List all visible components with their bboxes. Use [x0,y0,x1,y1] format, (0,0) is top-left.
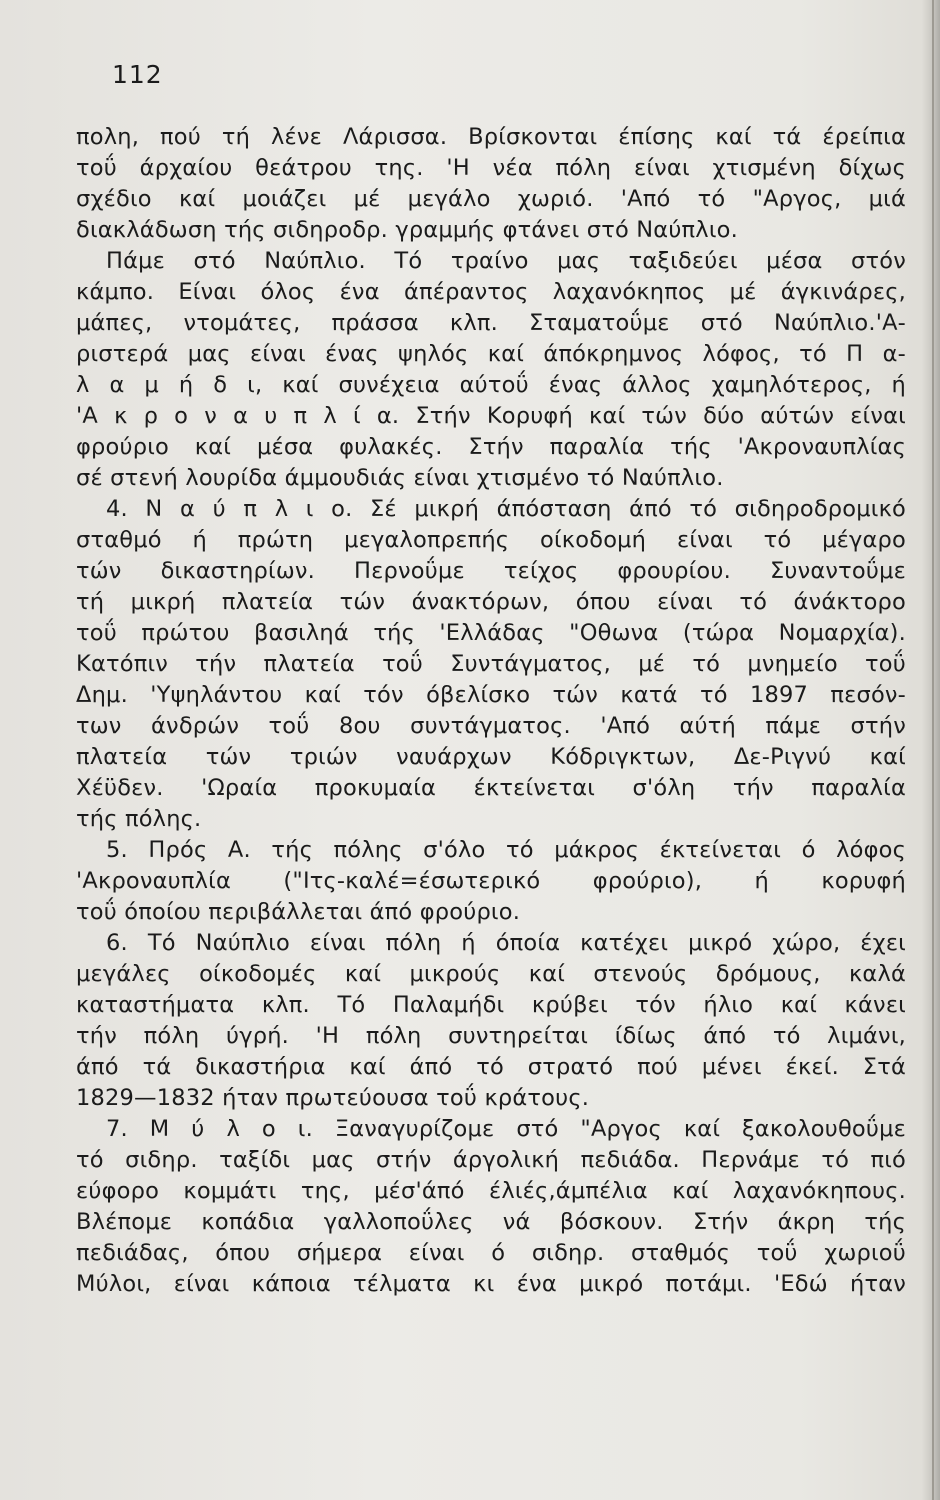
body-text [76,122,906,1300]
text-line: εύφορο κομμάτι της, μέσ'άπό έλιές,άμπέλια καί λαχανόκηπους. [76,1178,906,1204]
text-line: Πάμε στό Ναύπλιο. Τό τραίνο μας ταξιδεύει μέσα στόν [106,248,906,274]
page-edge-line [932,0,934,1500]
text-line: τής πόλης. [76,806,202,832]
text-line: Χέϋδεν. 'Ωραία προκυμαία έκτείνεται σ'όλη τήν παραλία [76,775,906,801]
text-line: τό σιδηρ. ταξίδι μας στήν άργολική πεδιάδα. Περνάμε τό πιό [76,1147,906,1173]
text-line: 'Α κ ρ ο ν α υ π λ ί α. Στήν Κορυφή καί τών δύο αύτών είναι [76,403,906,429]
text-line: Δημ. 'Υψηλάντου καί τόν όβελίσκο τών κατά τό 1897 πεσόν- [76,682,906,708]
text-line: πλατεία τών τριών ναυάρχων Κόδριγκτων, Δε-Ριγνύ καί [76,744,906,770]
text-line: διακλάδωση τής σιδηροδρ. γραμμής φτάνει στό Ναύπλιο. [76,217,738,243]
page-edge-shadow [922,0,940,1500]
text-line: Μύλοι, είναι κάποια τέλματα κι ένα μικρό ποτάμι. 'Εδώ ήταν [76,1271,906,1297]
text-line: κάμπο. Είναι όλος ένα άπέραντος λαχανόκηπος μέ άγκινάρες, [76,279,906,305]
text-line: 'Ακροναυπλία ("Ιτς-καλέ=έσωτερικό φρούριο), ή κορυφή [76,868,906,894]
text-line: σχέδιο καί μοιάζει μέ μεγάλο χωριό. 'Από τό "Αργος, μιά [76,186,906,212]
page-number: 112 [112,60,163,89]
text-line: 6. Τό Ναύπλιο είναι πόλη ή όποία κατέχει μικρό χώρο, έχει [106,930,906,956]
text-line: σταθμό ή πρώτη μεγαλοπρεπής οίκοδομή είναι τό μέγαρο [76,527,906,553]
text-line: μάπες, ντομάτες, πράσσα κλπ. Σταματοΰμε στό Ναύπλιο.'Α- [76,310,906,336]
text-line: 7. Μ ύ λ ο ι. Ξαναγυρίζομε στό "Αργος καί ξακολουθοΰμε [106,1116,906,1142]
text-line: καταστήματα κλπ. Τό Παλαμήδι κρύβει τόν ήλιο καί κάνει [76,992,906,1018]
text-line: φρούριο καί μέσα φυλακές. Στήν παραλία τής 'Ακροναυπλίας [76,434,906,460]
text-line: 1829—1832 ήταν πρωτεύουσα τοΰ κράτους. [76,1085,590,1111]
text-line: τήν πόλη ύγρή. 'Η πόλη συντηρείται ίδίως άπό τό λιμάνι, [76,1023,906,1049]
text-line: 4. Ν α ύ π λ ι ο. Σέ μικρή άπόσταση άπό τό σιδηροδρομικό [106,496,906,522]
text-line: ριστερά μας είναι ένας ψηλός καί άπόκρημνος λόφος, τό Π α- [76,341,906,367]
text-line: σέ στενή λουρίδα άμμουδιάς είναι χτισμένο τό Ναύπλιο. [76,465,724,491]
text-line: τή μικρή πλατεία τών άνακτόρων, όπου είναι τό άνάκτορο [76,589,906,615]
text-line: τοΰ πρώτου βασιληά τής 'Ελλάδας "Οθωνα (τώρα Νομαρχία). [76,620,906,646]
text-line: 5. Πρός Α. τής πόλης σ'όλο τό μάκρος έκτείνεται ό λόφος [106,837,906,863]
text-line: Βλέπομε κοπάδια γαλλοποΰλες νά βόσκουν. Στήν άκρη τής [76,1209,906,1235]
text-line: τοΰ άρχαίου θεάτρου της. 'Η νέα πόλη είναι χτισμένη δίχως [76,155,906,181]
text-line: τοΰ όποίου περιβάλλεται άπό φρούριο. [76,899,521,925]
text-line: άπό τά δικαστήρια καί άπό τό στρατό πού μένει έκεί. Στά [76,1054,906,1080]
text-line: λ α μ ή δ ι, καί συνέχεια αύτοΰ ένας άλλος χαμηλότερος, ή [76,372,906,398]
text-line: μεγάλες οίκοδομές καί μικρούς καί στενούς δρόμους, καλά [76,961,906,987]
text-line: πεδιάδας, όπου σήμερα είναι ό σιδηρ. σταθμός τοΰ χωριοΰ [76,1240,906,1266]
text-line: Κατόπιν τήν πλατεία τοΰ Συντάγματος, μέ τό μνημείο τοΰ [76,651,906,677]
text-line: τών δικαστηρίων. Περνοΰμε τείχος φρουρίου. Συναντοΰμε [76,558,906,584]
text-line: των άνδρών τοΰ 8ου συντάγματος. 'Από αύτή πάμε στήν [76,713,906,739]
text-line: πολη, πού τή λένε Λάρισσα. Βρίσκονται έπίσης καί τά έρείπια [76,124,906,150]
